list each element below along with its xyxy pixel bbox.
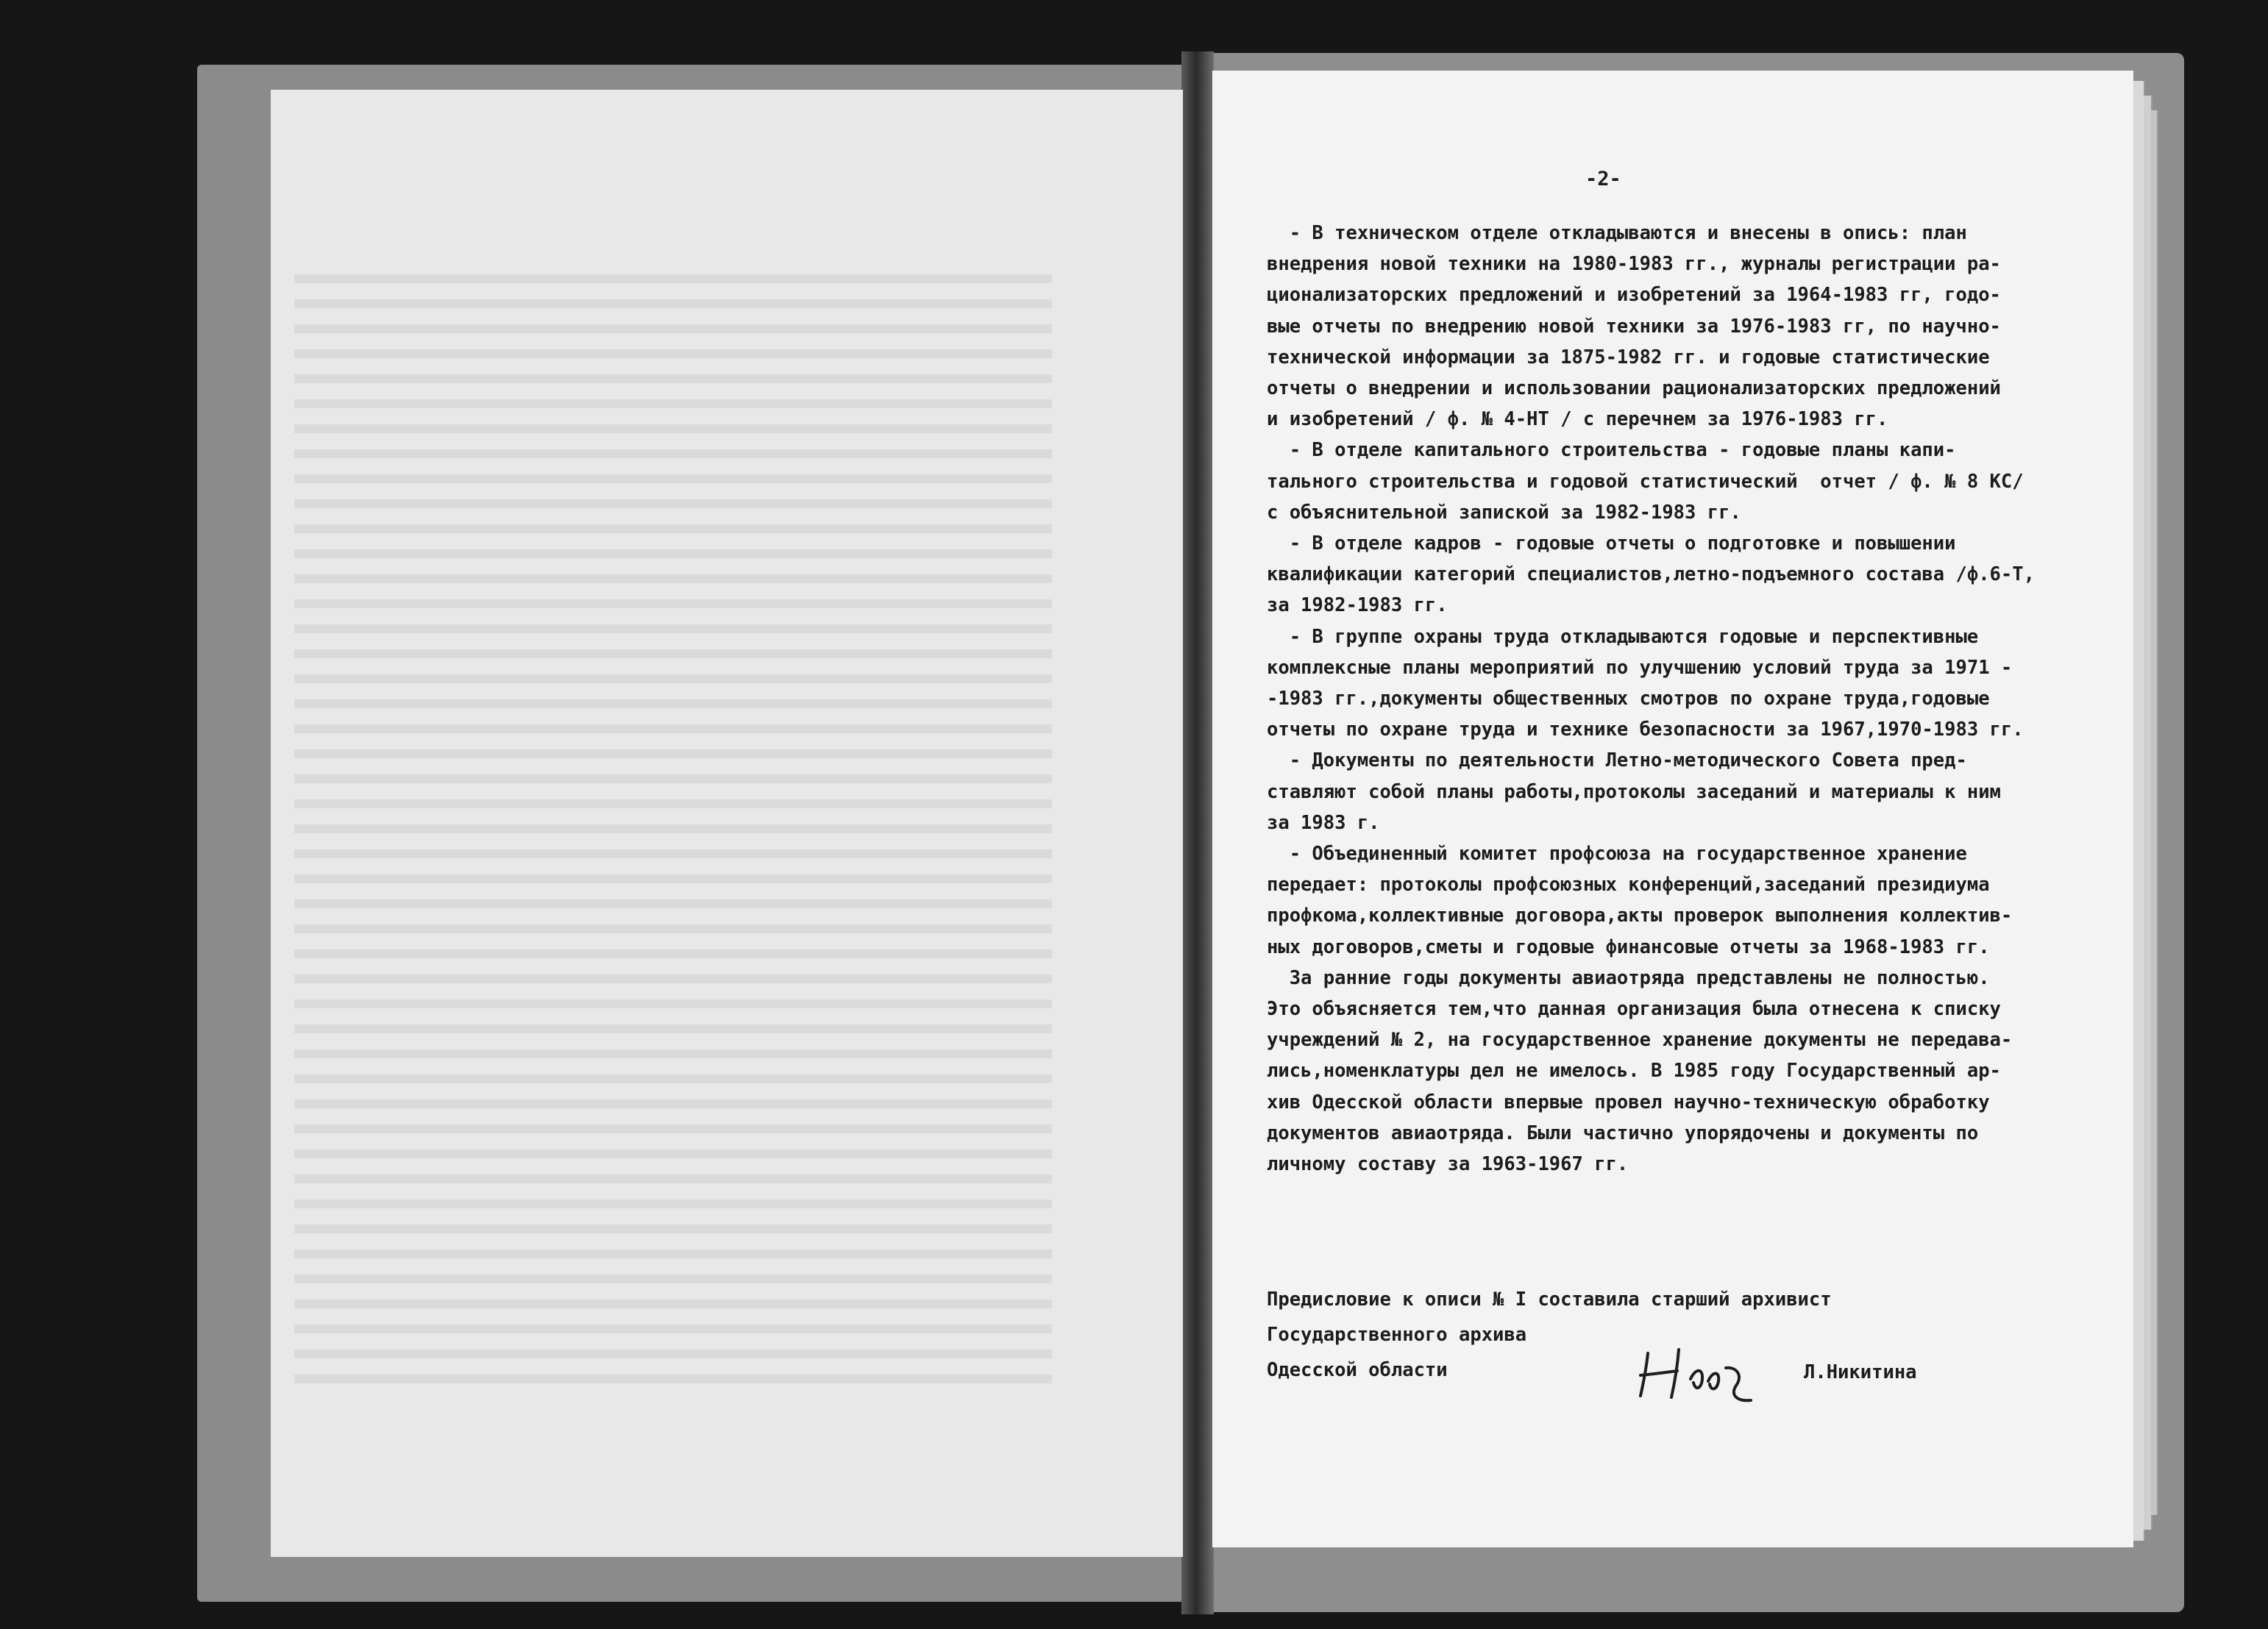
bleed-through-text: [294, 261, 1052, 1386]
text-line: хив Одесской области впервые провел научно-техническую обработку: [1267, 1091, 1990, 1113]
page-edge-stack: [2151, 110, 2158, 1515]
text-line: личному составу за 1963-1967 гг.: [1267, 1153, 1629, 1175]
text-line: ных договоров,сметы и годовые финансовые отчеты за 1968-1983 гг.: [1267, 935, 1990, 958]
text-line: лись,номенклатуры дел не имелось. В 1985 году Государственный ар-: [1267, 1060, 2001, 1083]
text-line: передает: протоколы профсоюзных конференций,заседаний президиума: [1267, 874, 1990, 897]
text-line: тального строительства и годовой статистический отчет / ф. № 8 КС/: [1267, 470, 2024, 493]
signature-text-line: Одесской области: [1267, 1359, 1448, 1381]
text-line: - Документы по деятельности Летно-методического Совета пред-: [1267, 749, 1967, 772]
text-line: ционализаторских предложений и изобретений за 1964-1983 гг, годо-: [1267, 284, 2001, 307]
text-line: - В отделе кадров - годовые отчеты о подготовке и повышении: [1267, 532, 1956, 555]
text-line: ставляют собой планы работы,протоколы заседаний и материалы к ним: [1267, 780, 2001, 803]
text-line: и изобретений / ф. № 4-НТ / с перечнем за 1976-1983 гг.: [1267, 408, 1888, 431]
text-line: технической информации за 1875-1982 гг. и годовые статистические: [1267, 346, 1990, 368]
text-line: -1983 гг.,документы общественных смотров по охране труда,годовые: [1267, 688, 1990, 710]
signer-name: Л.Никитина: [1804, 1361, 1917, 1383]
text-line: За ранние годы документы авиаотряда представлены не полностью.: [1267, 966, 1990, 989]
text-line: вые отчеты по внедрению новой техники за 1976-1983 гг, по научно-: [1267, 315, 2001, 338]
text-line: учреждений № 2, на государственное хранение документы не передава-: [1267, 1029, 2013, 1052]
text-line: комплексные планы мероприятий по улучшению условий труда за 1971 -: [1267, 656, 2013, 679]
folder-spine: [1181, 51, 1214, 1614]
signature-text-line: Государственного архива: [1267, 1324, 1527, 1346]
text-line: - В группе охраны труда откладываются годовые и перспективные: [1267, 625, 1979, 648]
text-line: квалификации категорий специалистов,летно-подъемного состава /ф.6-Т,: [1267, 563, 2035, 586]
text-line: за 1983 г.: [1267, 811, 1380, 834]
text-line: документов авиаотряда. Были частично упорядочены и документы по: [1267, 1122, 1979, 1144]
text-line: - В отделе капитального строительства - годовые планы капи-: [1267, 439, 1956, 462]
text-line: - Объединенный комитет профсоюза на государственное хранение: [1267, 843, 1967, 865]
text-line: профкома,коллективные договора,акты проверок выполнения коллектив-: [1267, 905, 2013, 927]
handwritten-signature: [1626, 1339, 1802, 1405]
text-line: отчеты о внедрении и использовании рационализаторских предложений: [1267, 377, 2001, 399]
signature-text-line: Предисловие к описи № I составила старший архивист: [1267, 1288, 1832, 1311]
text-line: за 1982-1983 гг.: [1267, 594, 1448, 617]
text-line: внедрения новой техники на 1980-1983 гг., журналы регистрации ра-: [1267, 253, 2001, 276]
text-line: - В техническом отделе откладываются и внесены в опись: план: [1267, 222, 1967, 244]
text-line: отчеты по охране труда и технике безопасности за 1967,1970-1983 гг.: [1267, 719, 2024, 741]
text-line: с объяснительной запиской за 1982-1983 гг.: [1267, 501, 1741, 524]
page-number: -2-: [1585, 168, 1621, 190]
text-line: Это объясняется тем,что данная организация была отнесена к списку: [1267, 998, 2001, 1020]
